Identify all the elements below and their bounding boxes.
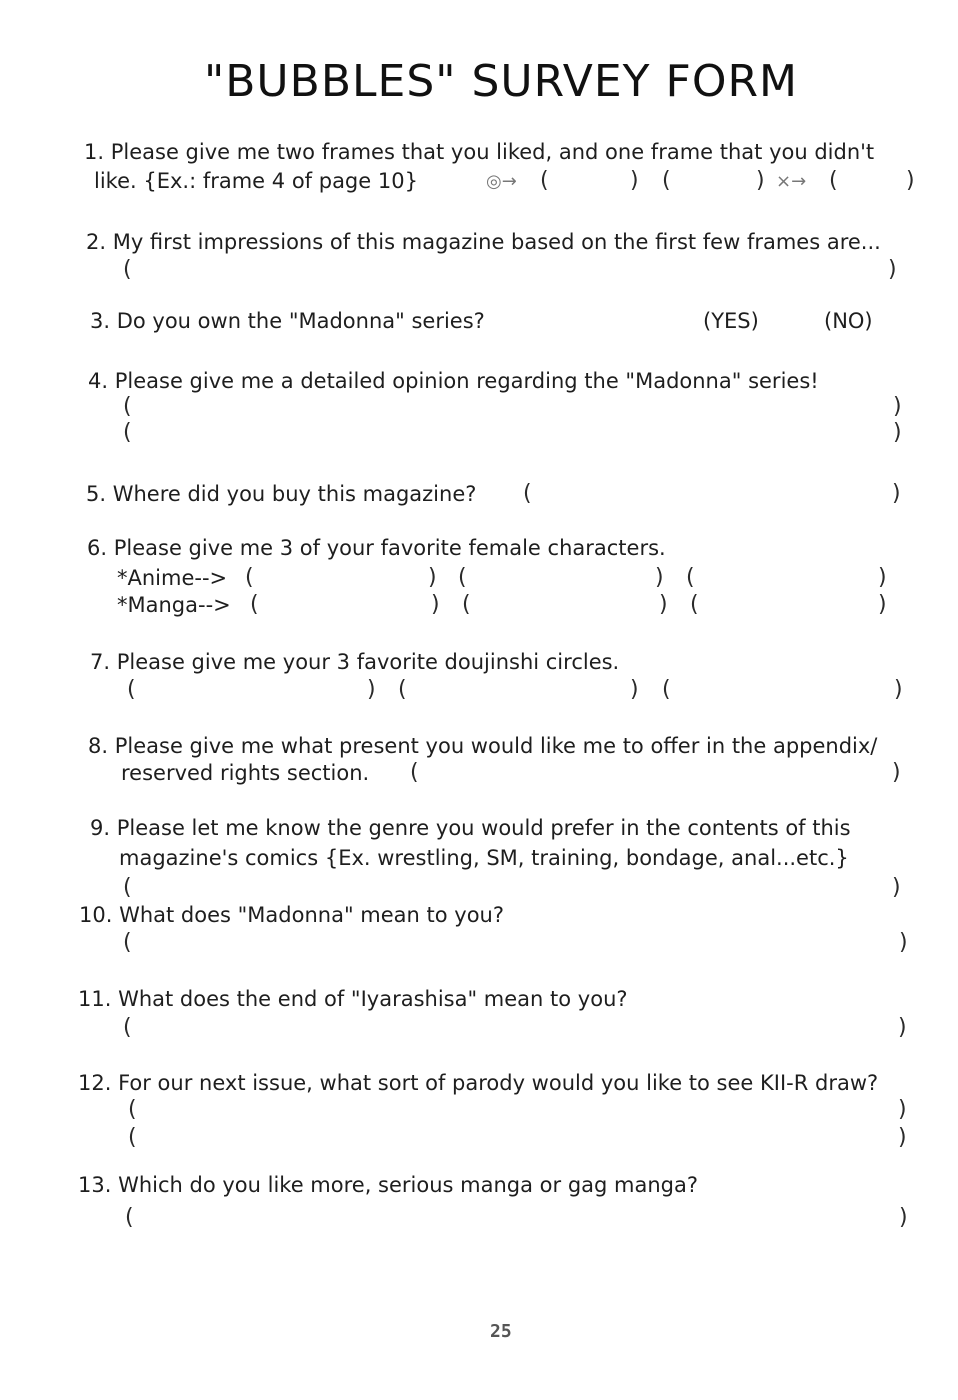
q2-answer-close: ) [888,257,897,282]
q6-anime-2-open[interactable]: ( [458,565,467,590]
q7-answer-1-open[interactable]: ( [127,677,136,702]
q1-answer-2-close: ) [756,168,765,193]
q3-yes-option[interactable]: (YES) [703,309,759,333]
question-7: 7. Please give me your 3 favorite doujinshi circles. [90,650,620,674]
q6-manga-3-open[interactable]: ( [690,592,699,617]
question-10: 10. What does "Madonna" mean to you? [79,903,505,927]
page-title: "BUBBLES" SURVEY FORM [204,56,799,107]
question-2: 2. My first impressions of this magazine based on the first few frames are... [86,230,881,254]
q4-answer-line-2-close: ) [893,420,902,445]
q1-answer-1-open[interactable]: ( [540,168,549,193]
question-8-line-1: 8. Please give me what present you would like me to offer in the appendix/ [88,734,878,758]
q12-answer-line-1-close: ) [898,1097,907,1122]
q6-manga-3-close: ) [878,592,887,617]
q13-answer-close: ) [899,1205,908,1230]
q5-answer-open[interactable]: ( [523,481,532,506]
question-3: 3. Do you own the "Madonna" series? [90,309,485,333]
q7-answer-3-close: ) [894,677,903,702]
disliked-symbol: ×→ [776,171,807,192]
q6-anime-2-close: ) [655,565,664,590]
q4-answer-line-2-open[interactable]: ( [123,420,132,445]
page-number: 25 [490,1321,512,1342]
q4-answer-line-1-close: ) [893,394,902,419]
question-4: 4. Please give me a detailed opinion regarding the "Madonna" series! [88,369,819,393]
q5-answer-close: ) [892,481,901,506]
question-11: 11. What does the end of "Iyarashisa" mean to you? [78,987,628,1011]
q13-answer-open[interactable]: ( [125,1205,134,1230]
q7-answer-2-close: ) [630,677,639,702]
q6-anime-3-open[interactable]: ( [686,565,695,590]
question-1-line-2: like. {Ex.: frame 4 of page 10} [94,169,418,193]
q1-answer-2-open[interactable]: ( [662,168,671,193]
q8-answer-close: ) [892,760,901,785]
q1-answer-3-close: ) [906,168,915,193]
q8-answer-open[interactable]: ( [410,760,419,785]
q6-manga-label: *Manga--> [117,593,231,617]
q6-anime-1-open[interactable]: ( [245,565,254,590]
q12-answer-line-1-open[interactable]: ( [128,1097,137,1122]
q1-answer-3-open[interactable]: ( [829,168,838,193]
q6-manga-1-close: ) [431,592,440,617]
question-5: 5. Where did you buy this magazine? [86,482,477,506]
q6-anime-label: *Anime--> [117,566,228,590]
q6-manga-2-open[interactable]: ( [462,592,471,617]
liked-symbol: ◎→ [486,171,517,192]
question-6: 6. Please give me 3 of your favorite female characters. [87,536,666,560]
q7-answer-2-open[interactable]: ( [398,677,407,702]
q9-answer-close: ) [892,875,901,900]
q9-answer-open[interactable]: ( [123,875,132,900]
q6-anime-1-close: ) [428,565,437,590]
q10-answer-open[interactable]: ( [123,930,132,955]
q6-manga-1-open[interactable]: ( [250,592,259,617]
q11-answer-close: ) [898,1015,907,1040]
question-1-line-1: 1. Please give me two frames that you liked, and one frame that you didn't [84,140,875,164]
q10-answer-close: ) [899,930,908,955]
q6-manga-2-close: ) [659,592,668,617]
question-12: 12. For our next issue, what sort of parody would you like to see KII-R draw? [78,1071,879,1095]
question-9-line-2: magazine's comics {Ex. wrestling, SM, training, bondage, anal...etc.} [119,846,849,870]
q4-answer-line-1-open[interactable]: ( [123,394,132,419]
q12-answer-line-2-close: ) [898,1125,907,1150]
question-8-line-2: reserved rights section. [121,761,370,785]
q12-answer-line-2-open[interactable]: ( [128,1125,137,1150]
q7-answer-3-open[interactable]: ( [662,677,671,702]
q3-no-option[interactable]: (NO) [824,309,873,333]
q11-answer-open[interactable]: ( [123,1015,132,1040]
q1-answer-1-close: ) [630,168,639,193]
q7-answer-1-close: ) [367,677,376,702]
q2-answer-open[interactable]: ( [123,257,132,282]
question-13: 13. Which do you like more, serious manga or gag manga? [78,1173,699,1197]
question-9-line-1: 9. Please let me know the genre you would prefer in the contents of this [90,816,851,840]
q6-anime-3-close: ) [878,565,887,590]
